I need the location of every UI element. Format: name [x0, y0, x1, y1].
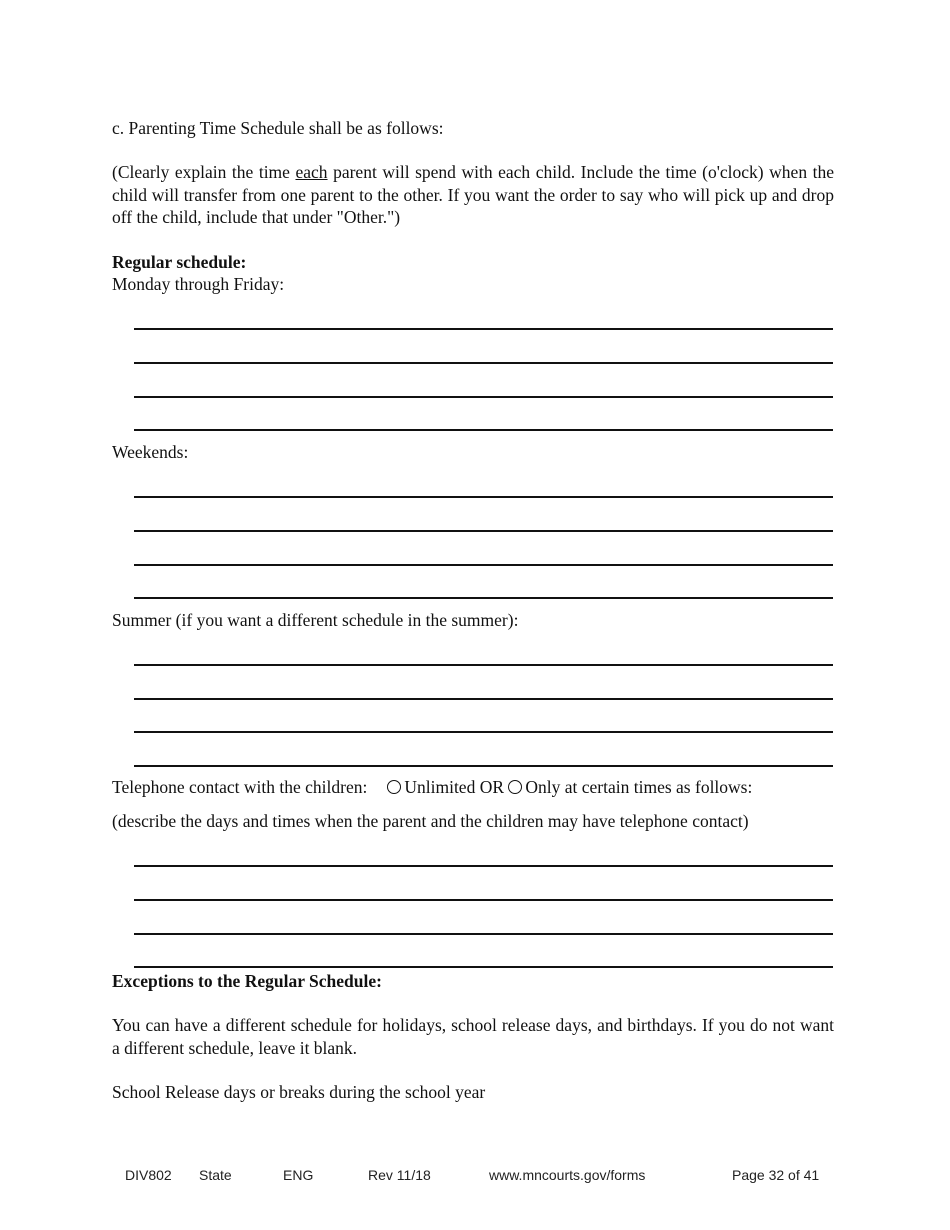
weekends-line-2[interactable]: [134, 530, 833, 532]
weekdays-line-4[interactable]: [134, 429, 833, 431]
footer-jurisdiction: State: [199, 1167, 232, 1183]
radio-certain-times[interactable]: [508, 780, 522, 794]
exceptions-text: You can have a different schedule for holidays, school release days, and birthdays. If you do not want a different schedule, leave it blank.: [112, 1015, 834, 1058]
weekdays-label: Monday through Friday:: [112, 274, 285, 294]
summer-line-3[interactable]: [134, 731, 833, 733]
radio-unlimited[interactable]: [387, 780, 401, 794]
exceptions-heading: Exceptions to the Regular Schedule:: [112, 971, 382, 991]
instructions-text-pre: (Clearly explain the time: [112, 162, 296, 182]
telephone-line-4[interactable]: [134, 966, 833, 968]
summer-line-2[interactable]: [134, 698, 833, 700]
unlimited-option-label: Unlimited OR: [404, 777, 505, 797]
telephone-line-3[interactable]: [134, 933, 833, 935]
school-release-label: School Release days or breaks during the school year: [112, 1082, 486, 1102]
weekdays-line-2[interactable]: [134, 362, 833, 364]
weekends-line-4[interactable]: [134, 597, 833, 599]
weekends-line-3[interactable]: [134, 564, 833, 566]
instructions-emphasis: each: [295, 162, 328, 182]
footer-url: www.mncourts.gov/forms: [489, 1167, 646, 1183]
telephone-line-2[interactable]: [134, 899, 833, 901]
section-c-heading: c. Parenting Time Schedule shall be as follows:: [112, 118, 444, 138]
weekends-line-1[interactable]: [134, 496, 833, 498]
summer-label: Summer (if you want a different schedule in the summer):: [112, 610, 519, 630]
regular-schedule-heading: Regular schedule:: [112, 252, 247, 272]
footer-language: ENG: [283, 1167, 314, 1183]
telephone-line-1[interactable]: [134, 865, 833, 867]
footer-revision: Rev 11/18: [368, 1167, 431, 1183]
weekdays-line-1[interactable]: [134, 328, 833, 330]
telephone-row: [112, 776, 752, 798]
weekdays-line-3[interactable]: [134, 396, 833, 398]
telephone-describe: (describe the days and times when the parent and the children may have telephone contact): [112, 811, 749, 831]
telephone-label: Telephone contact with the children:: [112, 777, 368, 797]
footer-form-id: DIV802: [125, 1167, 172, 1183]
summer-line-4[interactable]: [134, 765, 833, 767]
instructions-text-post: parent will spend with each child. Include the time (o'clock) when the child will transfer from one parent to the other. If you want the order to say who will pick up and drop off the child, include that under "Other."): [112, 162, 834, 227]
certain-times-option-label: Only at certain times as follows:: [525, 777, 753, 797]
section-c-instructions: [112, 161, 834, 229]
weekends-label: Weekends:: [112, 442, 189, 462]
summer-line-1[interactable]: [134, 664, 833, 666]
footer-page-number: Page 32 of 41: [732, 1167, 820, 1183]
